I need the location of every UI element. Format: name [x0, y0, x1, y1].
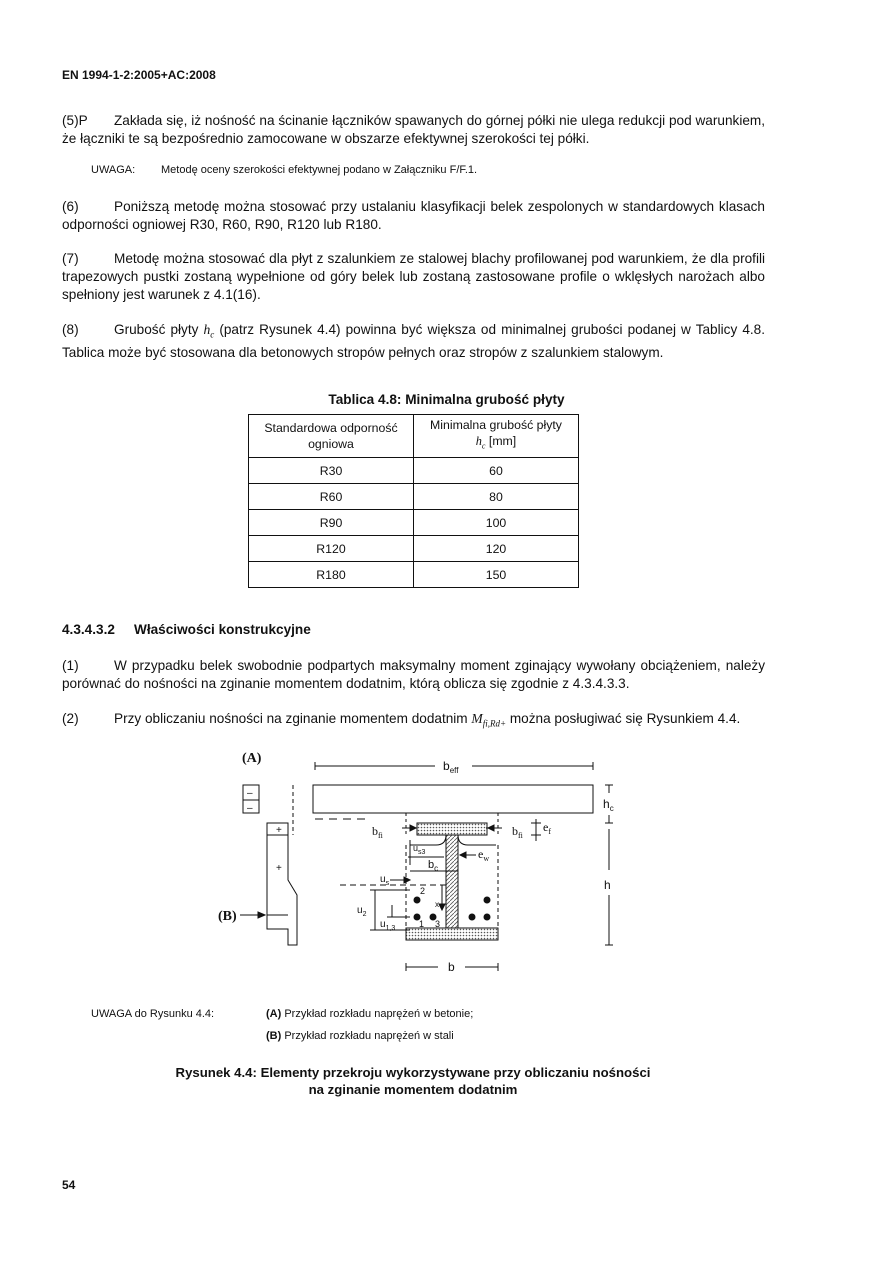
header-unit	[414, 433, 578, 454]
document-header: EN 1994-1-2:2005+AC:2008	[62, 68, 216, 82]
label-bfi-right: $b_{fi}$	[512, 824, 523, 840]
label-plus-top: +	[276, 825, 282, 836]
paragraph-text: W przypadku belek swobodnie podpartych maksymalny moment zginający wywołany obciążeniem, należy porównać do nośności na zginanie momentem dodatnim, którą oblicza się zgodnie z 4.3.4.3.3.	[62, 658, 765, 691]
label-x: x	[435, 900, 439, 909]
label-beff: $b_{eff}$	[443, 759, 459, 775]
label-minus-bottom: –	[247, 803, 253, 814]
symbol-subscript: c	[481, 441, 486, 451]
paragraph-number: (1)	[62, 658, 79, 673]
paragraph-text: Metodę można stosować dla płyt z szalunkiem ze stalowej blachy profilowanej pod warunkiem, że dla profili trapezowych pustki zostaną wypełnione od góry belek lub zostaną zastosowane profile o wklęsłych narożach albo spełniony jest warunek z 4.1(16).	[62, 251, 765, 302]
figure-caption-line: Rysunek 4.4: Elementy przekroju wykorzystywane przy obliczaniu nośności	[175, 1065, 651, 1080]
table-row	[249, 484, 579, 510]
label-us3: $u_{s3}$	[413, 843, 426, 856]
note-tag: (A)	[266, 1008, 282, 1020]
section-title: Właściwości konstrukcyjne	[134, 622, 311, 637]
note-text: Metodę oceny szerokości efektywnej podano w Załączniku F/F.1.	[161, 164, 478, 176]
table-caption: Tablica 4.8: Minimalna grubość płyty	[328, 392, 565, 407]
label-b: (B)	[218, 909, 237, 924]
paragraph-text: Przy obliczaniu nośności na zginanie momentem dodatnim	[114, 711, 472, 726]
label-ef: $e_f$	[543, 820, 551, 836]
section-heading	[62, 622, 311, 637]
table-row	[249, 536, 579, 562]
steel-web	[446, 835, 458, 928]
label-h: h	[604, 878, 611, 892]
label-us: $u_s$	[380, 874, 390, 887]
figure-caption-line: na zginanie momentem dodatnim	[308, 1082, 518, 1097]
header-cell-fire-resistance	[249, 415, 414, 458]
section-number: 4.3.4.3.2	[62, 622, 115, 637]
figure-caption	[0, 1064, 826, 1098]
cross-section-figure	[210, 745, 630, 980]
symbol-letter: h	[203, 322, 211, 337]
table-row	[249, 562, 579, 588]
paragraph-s1	[62, 657, 765, 693]
label-bar-3: 3	[435, 919, 441, 929]
header-text: Minimalna grubość płyty	[430, 418, 562, 433]
symbol-hc	[203, 322, 215, 340]
min-thickness-table	[248, 414, 579, 588]
page-number: 54	[62, 1178, 76, 1192]
table-cell: R30	[249, 458, 414, 484]
note-text: Przykład rozkładu naprężeń w betonie;	[281, 1008, 474, 1020]
bottom-flange	[406, 928, 498, 940]
label-plus-mid: +	[276, 863, 282, 874]
top-flange	[417, 823, 487, 835]
table-cell: R180	[249, 562, 414, 588]
note-label: UWAGA:	[91, 164, 136, 176]
table-cell: 60	[414, 458, 579, 484]
paragraph-number: (8)	[62, 322, 79, 337]
paragraph-number: (2)	[62, 711, 79, 726]
header-cell-min-thickness	[414, 415, 579, 458]
header-text: Standardowa odporność ogniowa	[264, 421, 398, 451]
label-minus-top: –	[247, 788, 253, 799]
paragraph-text-cont: można posługiwać się Rysunkiem 4.4.	[506, 711, 741, 726]
paragraph-5p	[62, 112, 765, 148]
paragraph-s2	[62, 710, 765, 733]
label-ew: $e_w$	[478, 847, 490, 863]
paragraph-text: Poniższą metodę można stosować przy ustalaniu klasyfikacji belek zespolonych w standardowych klasach odporności ogniowej R30, R60, R90, R120 lub R180.	[62, 199, 765, 232]
label-a: (A)	[242, 751, 262, 766]
label-u2: $u_2$	[357, 905, 367, 918]
table-row	[249, 458, 579, 484]
table-cell: 120	[414, 536, 579, 562]
figure-note-label: UWAGA do Rysunku 4.4:	[91, 1008, 215, 1020]
paragraph-text: Grubość płyty	[114, 322, 204, 337]
label-bc: $b_c$	[428, 859, 439, 873]
symbol-letter: M	[471, 711, 483, 726]
label-b-width: b	[448, 960, 455, 974]
steel-stress-block	[267, 823, 297, 945]
label-u13: $u_{1,3}$	[380, 919, 396, 932]
unit-text: [mm]	[485, 434, 517, 449]
note-effective-width	[91, 164, 477, 176]
table-header-row	[249, 415, 579, 458]
label-bar-2: 2	[420, 886, 426, 896]
paragraph-8	[62, 321, 765, 362]
table-cell: R120	[249, 536, 414, 562]
label-bfi-left: $b_{fi}$	[372, 824, 383, 840]
paragraph-text-cont: (patrz Rysunek 4.4) powinna być większa od minimalnej grubości podanej w Tablicy 4.8. Tablica może być stosowana dla betonowych stropów pełnych oraz stropów z szalunkiem stalowym.	[62, 322, 765, 360]
symbol-subscript: fi,Rd+	[482, 718, 507, 729]
paragraph-number: (5)P	[62, 113, 88, 128]
figure-note-b	[266, 1030, 454, 1042]
symbol-letter: h	[475, 434, 482, 449]
paragraph-6	[62, 198, 765, 234]
table-row	[249, 510, 579, 536]
paragraph-number: (7)	[62, 251, 79, 266]
symbol-subscript: c	[210, 329, 215, 340]
symbol-mfird	[471, 711, 507, 729]
table-cell: R90	[249, 510, 414, 536]
label-bar-1: 1	[419, 919, 425, 929]
paragraph-number: (6)	[62, 199, 79, 214]
paragraph-text: Zakłada się, iż nośność na ścinanie łączników spawanych do górnej półki nie ulega redukcji pod warunkiem, że łączniki te są bezpośrednio zamocowane w obszarze efektywnej szerokości tej półki.	[62, 113, 765, 146]
label-hc: $h_c$	[603, 797, 614, 813]
table-cell: 150	[414, 562, 579, 588]
table-cell: 80	[414, 484, 579, 510]
table-cell: 100	[414, 510, 579, 536]
figure-note-a	[266, 1008, 473, 1020]
paragraph-7	[62, 250, 765, 304]
note-tag: (B)	[266, 1030, 282, 1042]
table-cell: R60	[249, 484, 414, 510]
note-text: Przykład rozkładu naprężeń w stali	[281, 1030, 454, 1042]
concrete-slab	[313, 785, 593, 813]
